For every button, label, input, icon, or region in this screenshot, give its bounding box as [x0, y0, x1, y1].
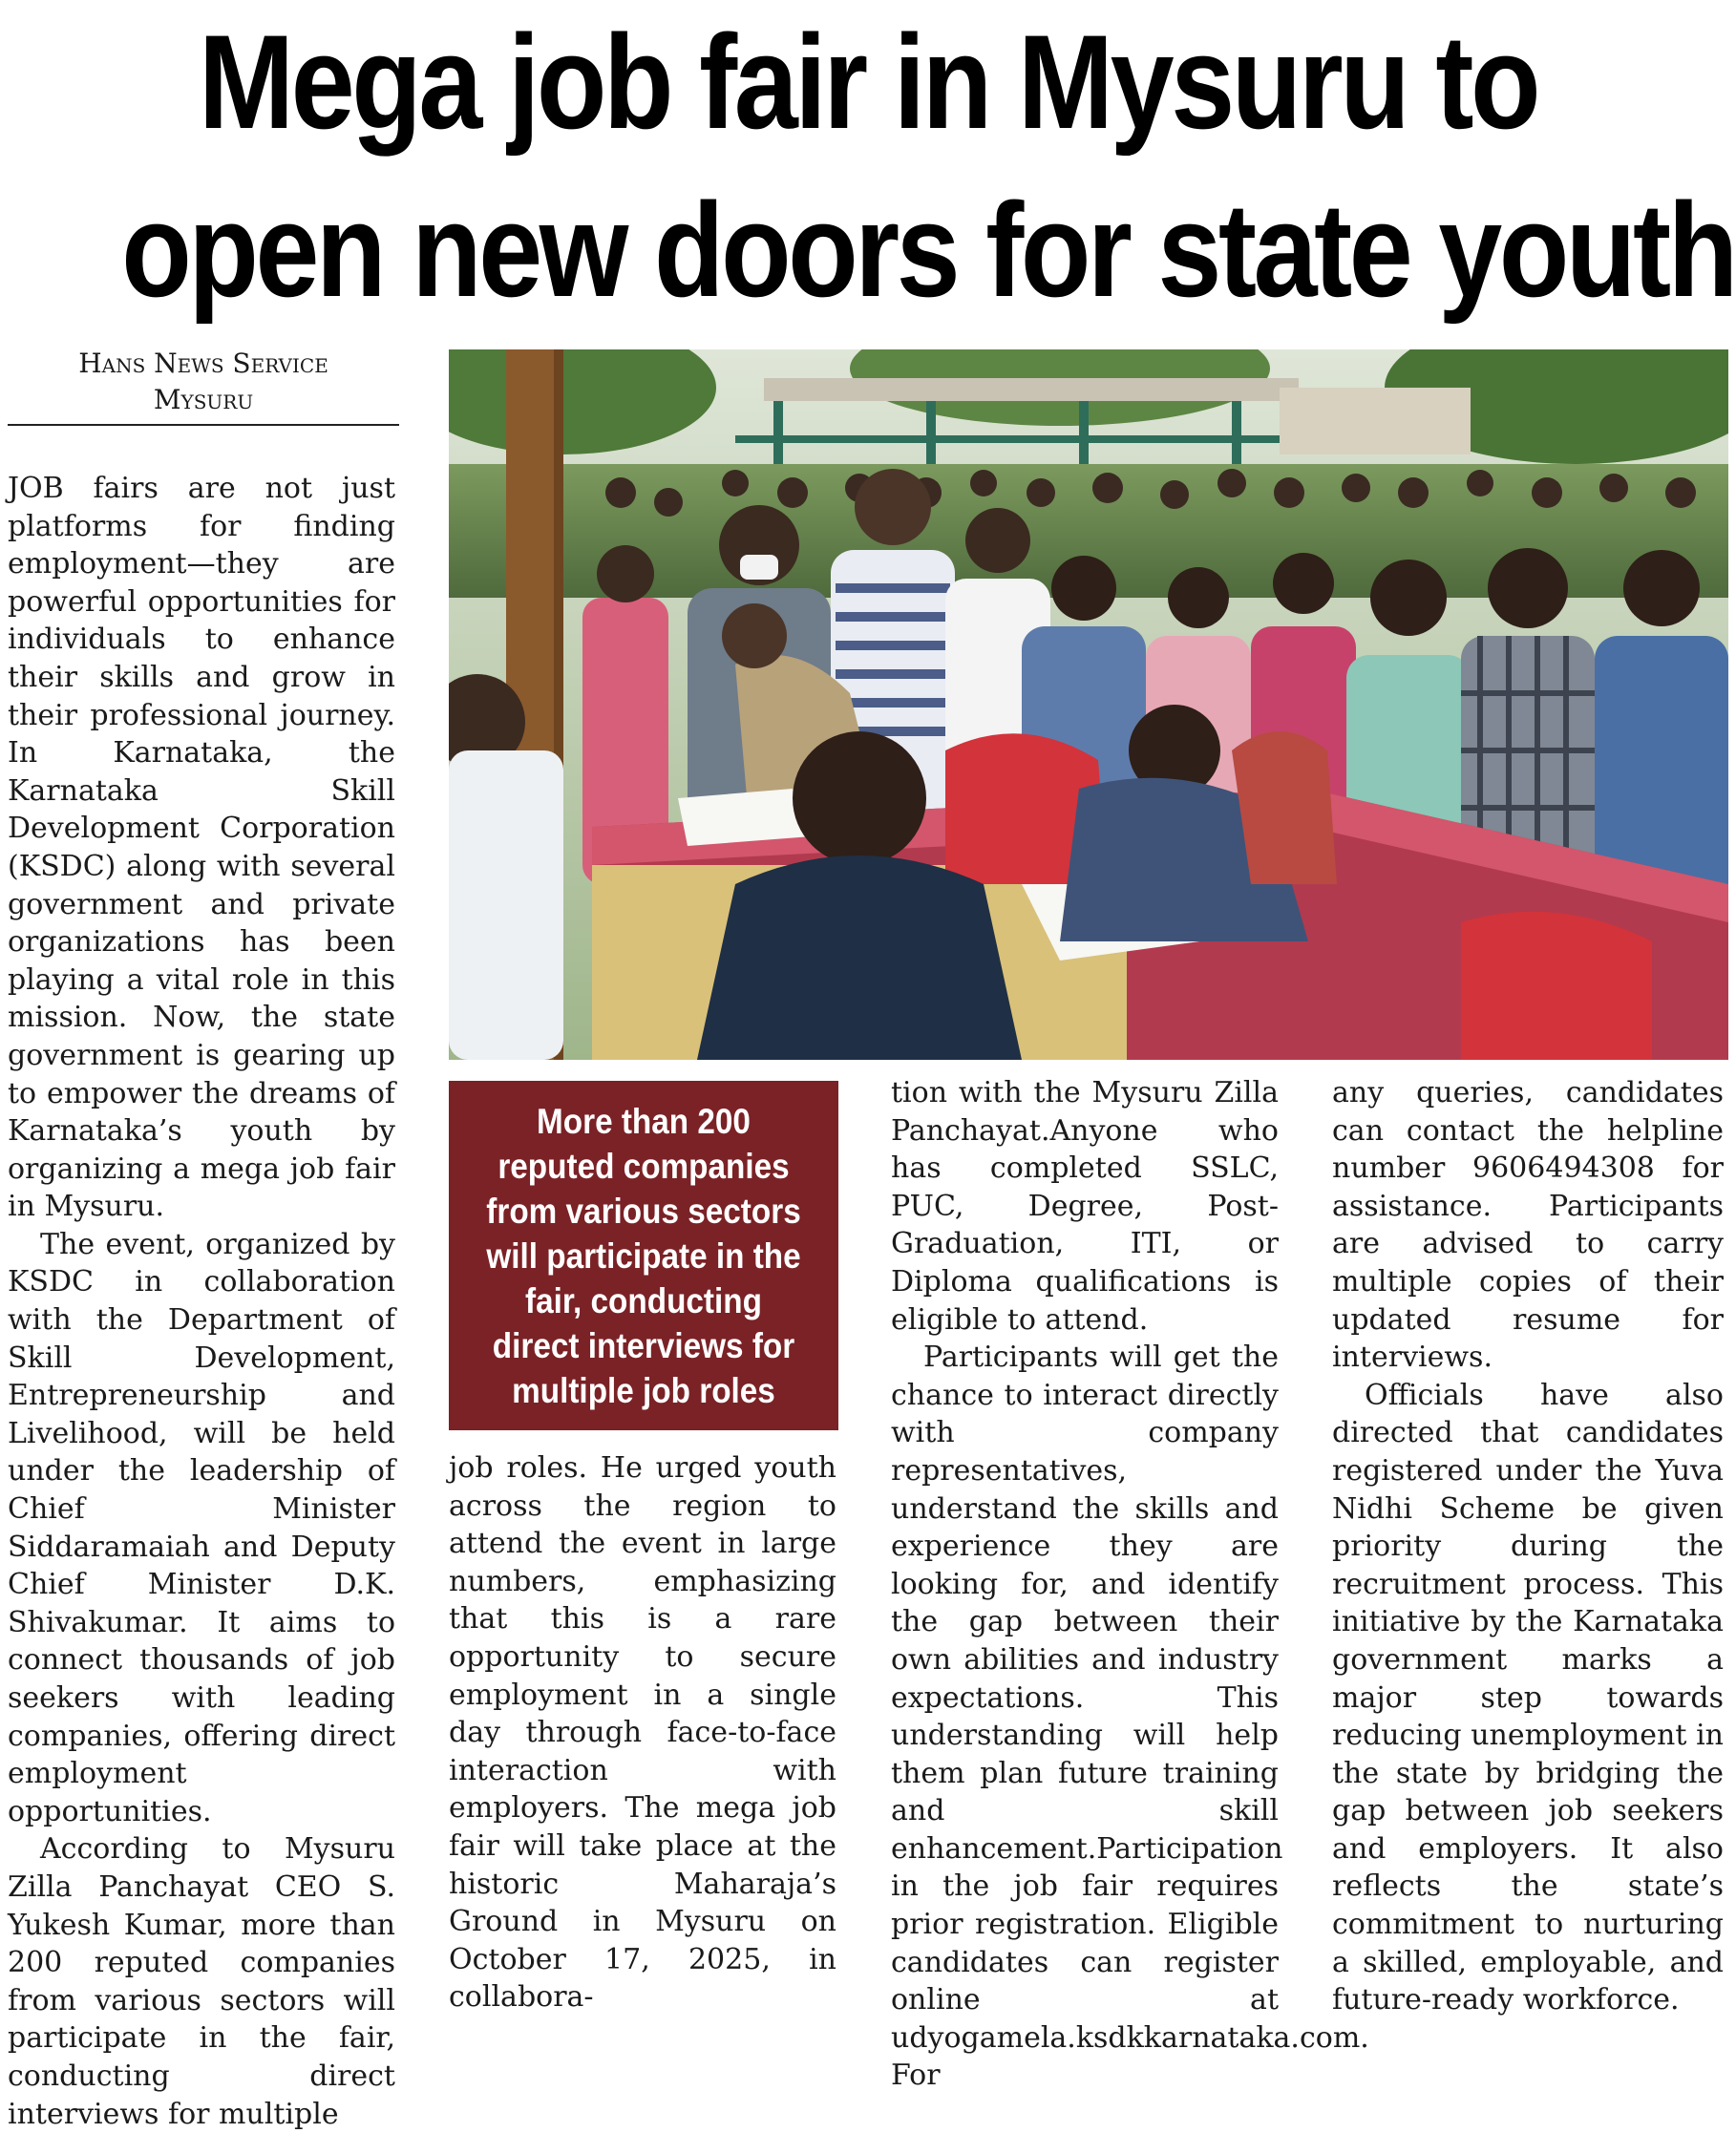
paragraph: Participants will get the chance to interact directly with company representatives, understand the skills and experience they are looking for, and identify the gap between their own abilities and industry expectations. This understanding will help them plan future training and skill enhancement.Participation in the job fair requires prior registration. Eligible candidates can register online at udyogamela.ksdkkarnataka.com. For — [891, 1341, 1369, 2093]
headline — [0, 0, 1736, 344]
paragraph: Officials have also directed that candidates registered under the Yuva Nidhi Scheme be given priority during the recruitment process. This initiative by the Karnataka government marks a major step towards reducing unemployment in the state by bridging the gap between job seekers and employers. It also reflects the state’s commitment to nurturing a skilled, employable, and future-ready workforce. — [1332, 1378, 1724, 2017]
pull-quote — [449, 1081, 838, 1430]
headline-line-1: Mega job fair in Mysuru to — [198, 7, 1538, 157]
article-column-1 — [8, 470, 395, 2133]
byline-location: Mysuru — [153, 384, 254, 415]
byline — [8, 346, 399, 426]
news-photo — [449, 349, 1728, 1060]
paragraph: According to Mysuru Zilla Panchayat CEO S. Yukesh Kumar, more than 200 reputed companies from various sectors will participate in the fair, conducting direct interviews for multiple — [8, 1832, 395, 2131]
article-column-3 — [891, 1074, 1369, 2095]
paragraph: job roles. He urged youth across the region to attend the event in large numbers, emphasizing that this is a rare opportunity to secure employment in a single day through face-to-face interaction with employers. The mega job fair will take place at the historic Maharaja’s Ground in Mysuru on October 17, 2025, in collabora- — [449, 1451, 836, 2015]
paragraph: any queries, candidates can contact the helpline number 9606494308 for assistance. Participants are advised to carry multiple copies of their updated resume for interviews. — [1332, 1076, 1724, 1375]
pull-quote-text: More than 200 reputed companies from various sectors will participate in the fair, conducting direct interviews for multiple job roles — [486, 1101, 801, 1410]
headline-line-2: open new doors for state youth — [121, 175, 1735, 325]
job-fair-photo-illustration — [449, 349, 1728, 1060]
byline-agency: Hans News Service — [78, 348, 328, 379]
paragraph: tion with the Mysuru Zilla Panchayat.Anyone who has completed SSLC, PUC, Degree, Post-Graduation, ITI, or Diploma qualifications is eligible to attend. — [891, 1076, 1279, 1337]
paragraph: JOB fairs are not just platforms for finding employment—they are powerful opportunities for individuals to enhance their skills and grow in their professional journey. In Karnataka, the Karnataka Skill Development Corporation (KSDC) along with several government and private organizations has been playing a vital role in this mission. Now, the state government is gearing up to empower the dreams of Karnataka’s youth by organizing a mega job fair in Mysuru. — [8, 472, 395, 1224]
article-column-4 — [1332, 1074, 1724, 2019]
paragraph: The event, organized by KSDC in collaboration with the Department of Skill Development, Entrepreneurship and Livelihood, will be held under the leadership of Chief Minister Siddaramaiah and Deputy Chief Minister D.K. Shivakumar. It aims to connect thousands of job seekers with leading companies, offering direct employment opportunities. — [8, 1227, 395, 1828]
article-column-2 — [449, 1449, 836, 2017]
